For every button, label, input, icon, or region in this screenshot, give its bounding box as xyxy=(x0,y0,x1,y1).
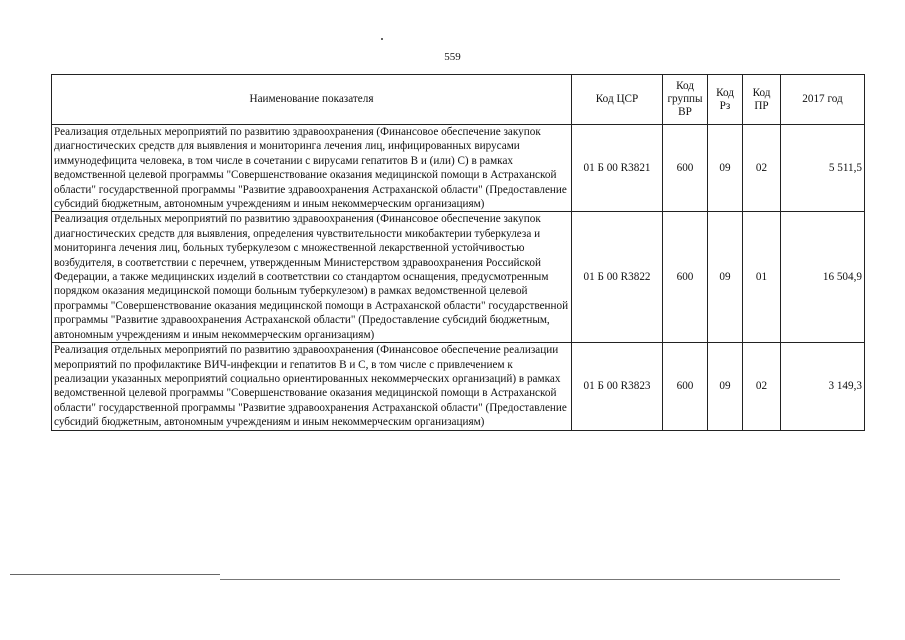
row-csr: 01 Б 00 R3823 xyxy=(572,343,663,430)
table-row xyxy=(52,343,865,430)
table-header-row xyxy=(52,75,865,125)
row-rz: 09 xyxy=(708,212,743,343)
row-pr: 02 xyxy=(743,125,781,212)
row-csr: 01 Б 00 R3821 xyxy=(572,125,663,212)
scan-rule xyxy=(10,574,220,575)
row-rz: 09 xyxy=(708,125,743,212)
header-csr: Код ЦСР xyxy=(572,75,663,125)
row-vr: 600 xyxy=(663,212,708,343)
header-vr: Код группы ВР xyxy=(663,75,708,125)
row-name: Реализация отдельных мероприятий по развитию здравоохранения (Финансовое обеспечение реализации мероприятий по профилактике ВИЧ-инфекции и гепатитов В и С, в том числе с привлечением к реализации указанных мероприятий социально ориентированных некоммерческих организаций) в рамках ведомственной целевой программы "Совершенствование оказания медицинской помощи в Астраханской области" государственной программы "Развитие здравоохранения Астраханской области" (Предоставление субсидий бюджетным, автономным учреждениям и иным некоммерческим организациям) xyxy=(52,343,572,430)
row-amount: 5 511,5 xyxy=(781,125,865,212)
budget-table xyxy=(51,74,865,431)
row-vr: 600 xyxy=(663,125,708,212)
header-rz: Код Рз xyxy=(708,75,743,125)
row-vr: 600 xyxy=(663,343,708,430)
scan-rule xyxy=(220,579,840,580)
page-number: 559 xyxy=(444,51,461,63)
table-row xyxy=(52,125,865,212)
row-name: Реализация отдельных мероприятий по развитию здравоохранения (Финансовое обеспечение закупок диагностических средств для выявления, определения чувствительности микобактерии туберкулеза и мониторинга лечения лиц, больных туберкулезом с множественной лекарственной устойчивостью возбудителя, в соответствии с перечнем, утвержденным Министерством здравоохранения Российской Федерации, а также медицинских изделий в соответствии со стандартом оснащения, предусмотренным порядком оказания медицинской помощи больным туберкулезом) в рамках ведомственной целевой программы "Совершенствование оказания медицинской помощи в Астраханской области" государственной программы "Развитие здравоохранения Астраханской области" (Предоставление субсидий бюджетным, автономным учреждениям и иным некоммерческим организациям) xyxy=(52,212,572,343)
header-pr: Код ПР xyxy=(743,75,781,125)
row-amount: 3 149,3 xyxy=(781,343,865,430)
row-amount: 16 504,9 xyxy=(781,212,865,343)
row-pr: 02 xyxy=(743,343,781,430)
table-row xyxy=(52,212,865,343)
scan-speck xyxy=(381,38,383,40)
row-pr: 01 xyxy=(743,212,781,343)
row-rz: 09 xyxy=(708,343,743,430)
row-csr: 01 Б 00 R3822 xyxy=(572,212,663,343)
header-year: 2017 год xyxy=(781,75,865,125)
row-name: Реализация отдельных мероприятий по развитию здравоохранения (Финансовое обеспечение закупок диагностических средств для выявления и мониторинга лечения лиц, инфицированных вирусами иммунодефицита человека, в том числе в сочетании с вирусами гепатитов В и (или) С) в рамках ведомственной целевой программы "Совершенствование оказания медицинской помощи в Астраханской области" государственной программы "Развитие здравоохранения Астраханской области" (Предоставление субсидий бюджетным, автономным учреждениям и иным некоммерческим организациям) xyxy=(52,125,572,212)
header-name: Наименование показателя xyxy=(52,75,572,125)
